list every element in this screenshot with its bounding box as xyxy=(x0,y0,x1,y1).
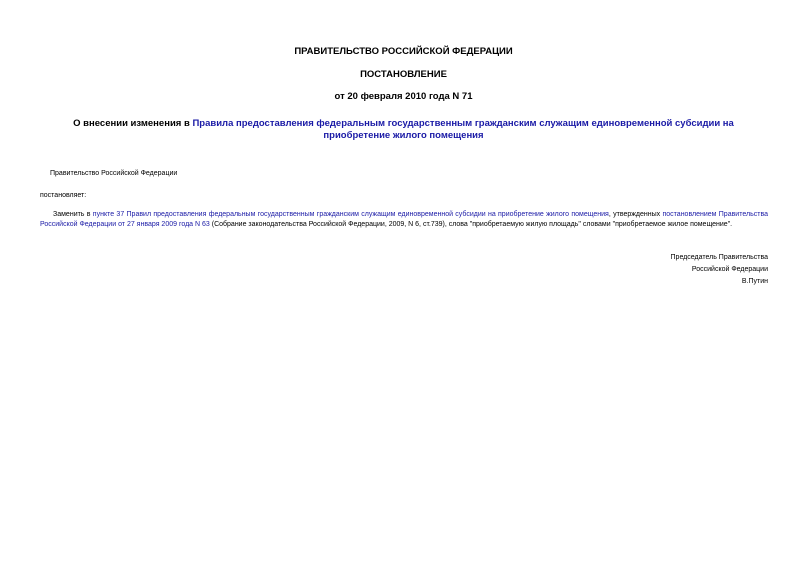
signature-block xyxy=(671,252,768,288)
document-title xyxy=(40,118,767,142)
main-paragraph xyxy=(40,210,768,230)
intro-text: Правительство Российской Федерации xyxy=(50,170,178,177)
title-prefix: О внесении изменения в xyxy=(73,118,193,129)
resolves-text: постановляет: xyxy=(40,192,87,199)
signature-position-line2: Российской Федерации xyxy=(691,266,768,273)
paragraph-text-1: Заменить в xyxy=(53,211,93,218)
signature-name: В.Путин xyxy=(741,278,768,285)
document-date-number: от 20 февраля 2010 года N 71 xyxy=(334,91,473,102)
resolution-link[interactable]: постановлением Правительства Российской Федерации от 27 января 2009 года N 63 xyxy=(40,211,768,228)
government-heading: ПРАВИТЕЛЬСТВО РОССИЙСКОЙ ФЕДЕРАЦИИ xyxy=(294,46,513,57)
paragraph-text-3: (Собрание законодательства Российской Федерации, 2009, N 6, ст.739), слова "приобретаемую жилую площадь" словами "приобретаемое жилое помещение". xyxy=(209,221,733,228)
rules-paragraph-link[interactable]: пункте 37 Правил предоставления федеральным государственным гражданским служащим единовременной субсидии на приобретение жилого помещения xyxy=(92,211,609,218)
signature-position-line1: Председатель Правительства xyxy=(670,254,768,261)
document-type: ПОСТАНОВЛЕНИЕ xyxy=(360,69,447,80)
paragraph-text-2: , утвержденных xyxy=(608,211,663,218)
title-rules-link[interactable]: Правила предоставления федеральным государственным гражданским служащим единовременной субсидии на приобретение жилого помещения xyxy=(192,118,734,141)
